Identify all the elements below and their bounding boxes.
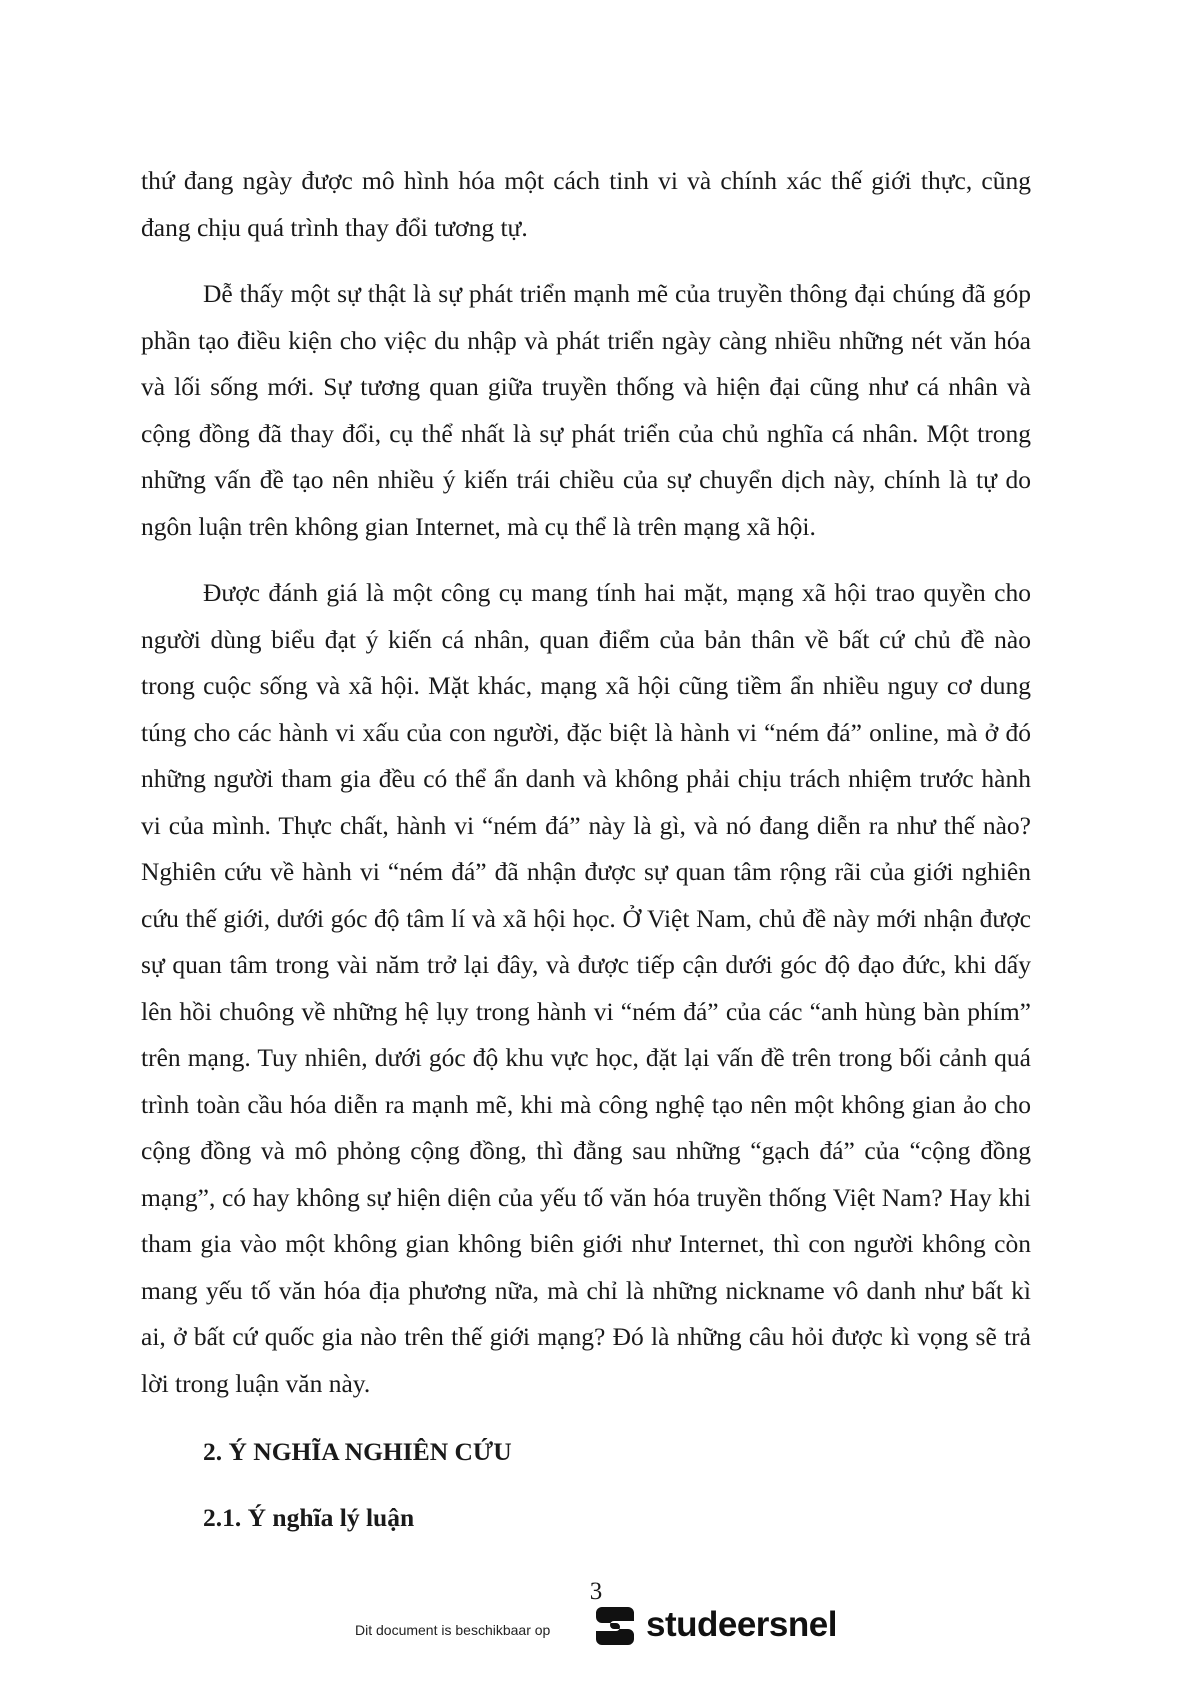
subsection-heading: 2.1. Ý nghĩa lý luận bbox=[203, 1503, 415, 1532]
footer-availability-text: Dit document is beschikbaar op bbox=[355, 1622, 551, 1638]
studeersnel-logo-icon[interactable] bbox=[592, 1603, 638, 1649]
page-number: 3 bbox=[589, 1578, 603, 1605]
paragraph-continuation: thứ đang ngày được mô hình hóa một cách tinh vi và chính xác thế giới thực, cũng đang chịu quá trình thay đổi tương tự. bbox=[141, 166, 1031, 242]
paragraph-media-development: Dễ thấy một sự thật là sự phát triển mạnh mẽ của truyền thông đại chúng đã góp phần tạo điều kiện cho việc du nhập và phát triển ngày càng nhiều những nét văn hóa và lối sống mới. Sự tương quan giữa truyền thống và hiện đại cũng như cá nhân và cộng đồng đã thay đổi, cụ thể nhất là sự phát triển của chủ nghĩa cá nhân. Một trong những vấn đề tạo nên nhiều ý kiến trái chiều của sự chuyển dịch này, chính là tự do ngôn luận trên không gian Internet, mà cụ thể là trên mạng xã hội. bbox=[141, 279, 1031, 541]
section-heading: 2. Ý NGHĨA NGHIÊN CỨU bbox=[203, 1437, 512, 1466]
page-content bbox=[141, 158, 1031, 1541]
studeersnel-brand[interactable]: studeersnel bbox=[646, 1605, 837, 1644]
paragraph-social-media: Được đánh giá là một công cụ mang tính hai mặt, mạng xã hội trao quyền cho người dùng biểu đạt ý kiến cá nhân, quan điểm của bản thân về bất cứ chủ đề nào trong cuộc sống và xã hội. Mặt khác, mạng xã hội cũng tiềm ẩn nhiều nguy cơ dung túng cho các hành vi xấu của con người, đặc biệt là hành vi “ném đá” online, mà ở đó những người tham gia đều có thể ẩn danh và không phải chịu trách nhiệm trước hành vi của mình. Thực chất, hành vi “ném đá” này là gì, và nó đang diễn ra như thế nào? Nghiên cứu về hành vi “ném đá” đã nhận được sự quan tâm rộng rãi của giới nghiên cứu thế giới, dưới góc độ tâm lí và xã hội học. Ở Việt Nam, chủ đề này mới nhận được sự quan tâm trong vài năm trở lại đây, và được tiếp cận dưới góc độ đạo đức, khi dấy lên hồi chuông về những hệ lụy trong hành vi “ném đá” của các “anh hùng bàn phím” trên mạng. Tuy nhiên, dưới góc độ khu vực học, đặt lại vấn đề trên trong bối cảnh quá trình toàn cầu hóa diễn ra mạnh mẽ, khi mà công nghệ tạo nên một không gian ảo cho cộng đồng và mô phỏng cộng đồng, thì đằng sau những “gạch đá” của “cộng đồng mạng”, có hay không sự hiện diện của yếu tố văn hóa truyền thống Việt Nam? Hay khi tham gia vào một không gian không biên giới như Internet, thì con người không còn mang yếu tố văn hóa địa phương nữa, mà chỉ là những nickname vô danh như bất kì ai, ở bất cứ quốc gia nào trên thế giới mạng? Đó là những câu hỏi được kì vọng sẽ trả lời trong luận văn này. bbox=[141, 578, 1031, 1398]
